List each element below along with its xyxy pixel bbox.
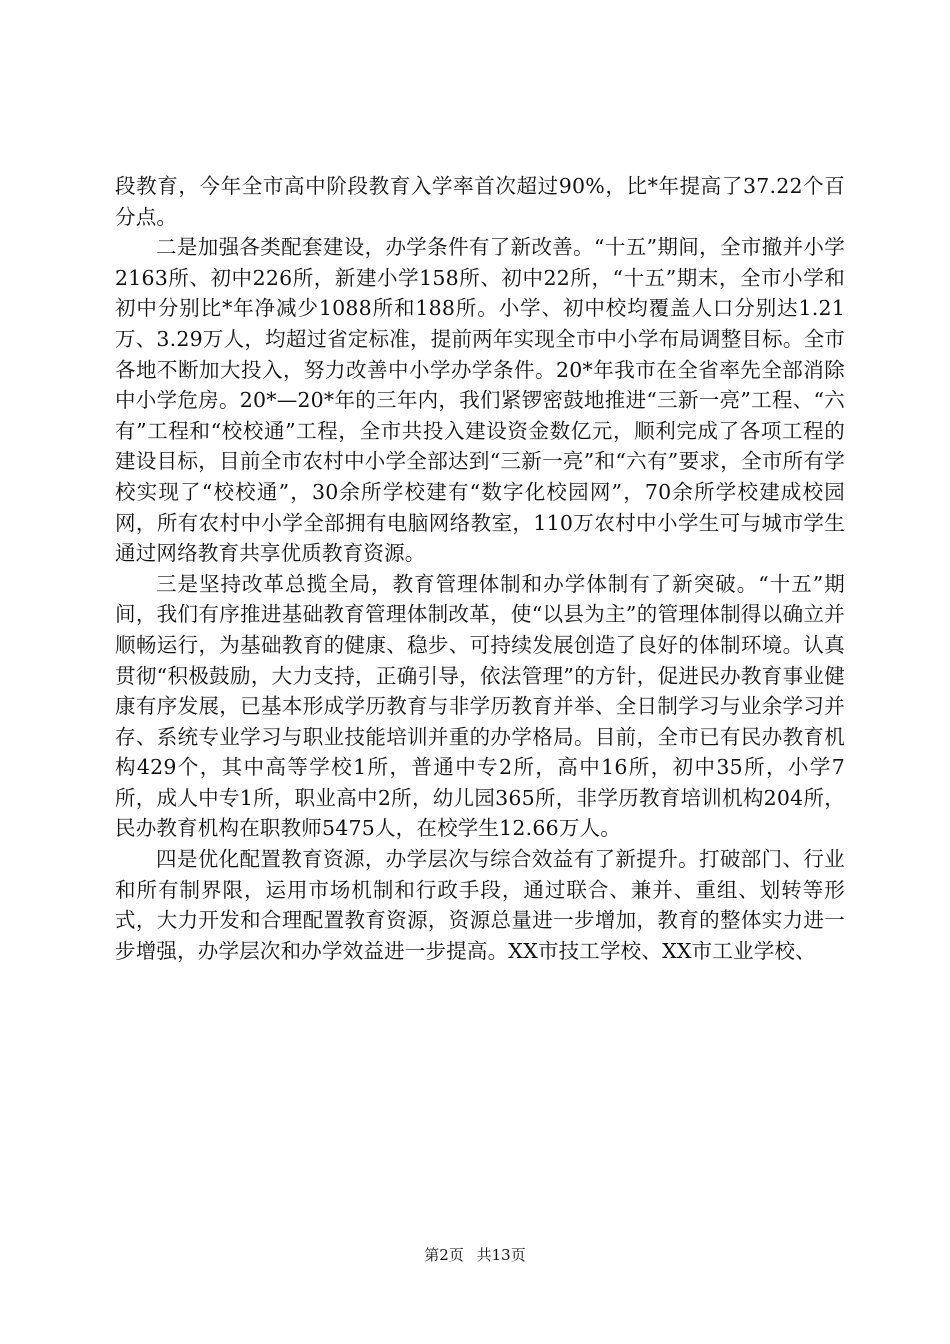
document-body	[115, 171, 845, 966]
paragraph-resources: 四是优化配置教育资源，办学层次与综合效益有了新提升。打破部门、行业和所有制界限，运用市场机制和行政手段，通过联合、兼并、重组、划转等形式，大力开发和合理配置教育资源，资源总量进一步增加，教育的整体实力进一步增强，办学层次和办学效益进一步提高。XX市技工学校、XX市工业学校、	[115, 847, 845, 963]
paragraph-continuation: 段教育，今年全市高中阶段教育入学率首次超过90%，比*年提高了37.22个百分点。	[115, 174, 845, 229]
page-footer	[0, 1244, 950, 1265]
page-total: 共13页	[476, 1246, 526, 1264]
page-number: 第2页	[424, 1246, 464, 1264]
paragraph-reform: 三是坚持改革总揽全局，教育管理体制和办学体制有了新突破。“十五”期间，我们有序推进基础教育管理体制改革，使“以县为主”的管理体制得以确立并顺畅运行，为基础教育的健康、稳步、可持续发展创造了良好的体制环境。认真贯彻“积极鼓励，大力支持，正确引导，依法管理”的方针，促进民办教育事业健康有序发展，已基本形成学历教育与非学历教育并举、全日制学习与业余学习并存、系统专业学习与职业技能培训并重的办学格局。目前，全市已有民办教育机构429个，其中高等学校1所，普通中专2所，高中16所，初中35所，小学7所，成人中专1所，职业高中2所，幼儿园365所，非学历教育培训机构204所，民办教育机构在职教师5475人，在校学生12.66万人。	[115, 571, 845, 841]
paragraph-facilities: 二是加强各类配套建设，办学条件有了新改善。“十五”期间，全市撤并小学2163所、初中226所，新建小学158所、初中22所，“十五”期末，全市小学和初中分别比*年净减少1088所和188所。小学、初中校均覆盖人口分别达1.21万、3.29万人，均超过省定标准，提前两年实现全市中小学布局调整目标。全市各地不断加大投入，努力改善中小学办学条件。20*年我市在全省率先全部消除中小学危房。20*—20*年的三年内，我们紧锣密鼓地推进“三新一亮”工程、“六有”工程和“校校通”工程，全市共投入建设资金数亿元，顺利完成了各项工程的建设目标，目前全市农村中小学全部达到“三新一亮”和“六有”要求，全市所有学校实现了“校校通”，30余所学校建有“数字化校园网”，70余所学校建成校园网，所有农村中小学全部拥有电脑网络教室，110万农村中小学生可与城市学生通过网络教育共享优质教育资源。	[115, 235, 845, 566]
